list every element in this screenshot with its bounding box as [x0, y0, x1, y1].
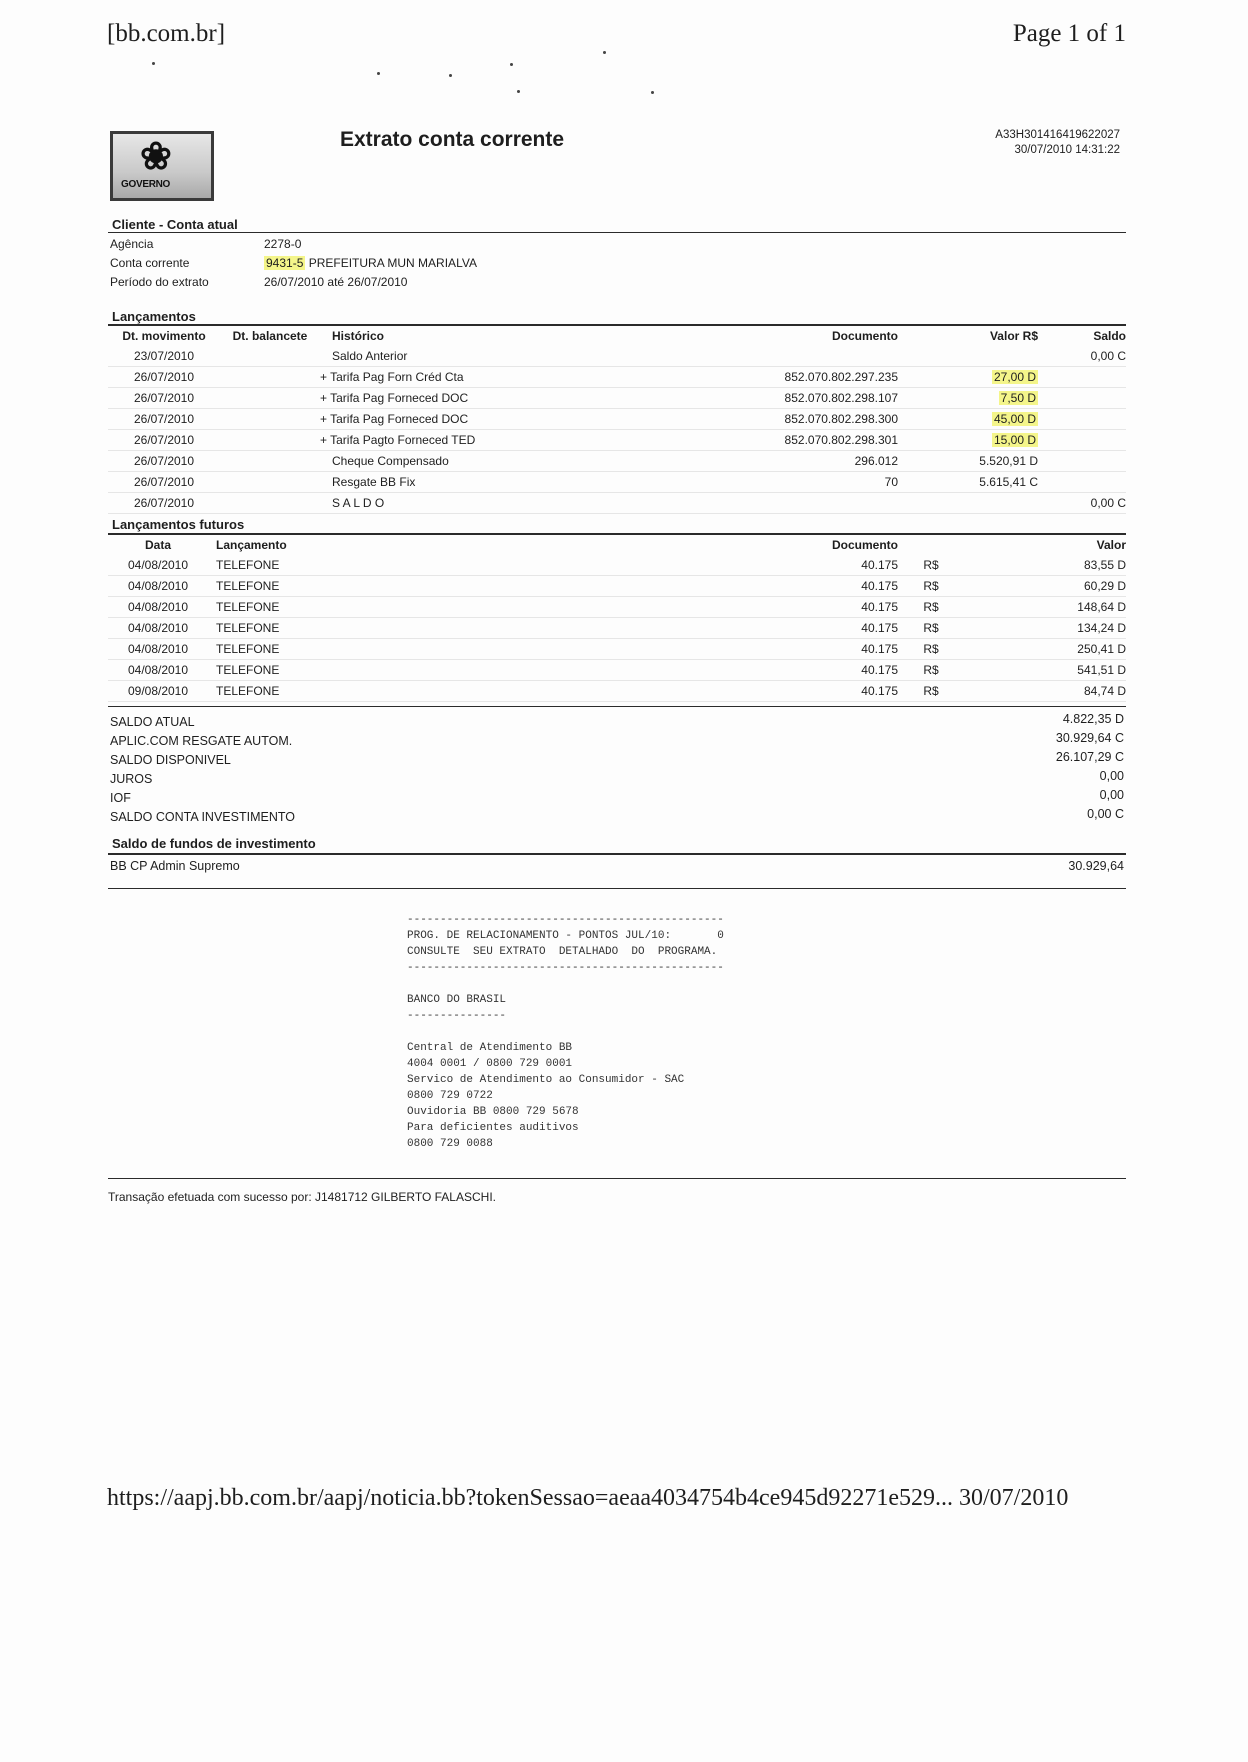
lancamento-cell: TELEFONE	[208, 597, 628, 618]
valor-cell	[910, 451, 1048, 472]
documento-cell: 40.175	[628, 660, 906, 681]
dt-movimento-cell: 26/07/2010	[108, 451, 220, 472]
column-header: Documento	[832, 538, 898, 552]
lancamento-cell: TELEFONE	[208, 639, 628, 660]
summary-label: SALDO DISPONIVEL	[110, 753, 231, 767]
summary-label: APLIC.COM RESGATE AUTOM.	[110, 734, 293, 748]
valor-amount: 45,00 D	[993, 412, 1036, 426]
summary-label: SALDO CONTA INVESTIMENTO	[110, 810, 295, 824]
lancamento-cell: TELEFONE	[208, 681, 628, 702]
divider	[108, 853, 1126, 855]
table-row	[108, 618, 1126, 639]
column-header: Dt. balancete	[232, 329, 308, 343]
message-line: Central de Atendimento BB	[407, 1042, 573, 1054]
document-datetime: 30/07/2010 14:31:22	[1014, 144, 1120, 156]
valor-cell	[910, 409, 1048, 430]
column-header: Data	[144, 538, 171, 552]
message-line: Ouvidoria BB 0800 729 5678	[407, 1106, 579, 1118]
message-line: CONSULTE SEU EXTRATO DETALHADO DO PROGRAMA.	[407, 946, 718, 958]
table-row	[108, 409, 1126, 430]
dt-movimento-cell: 26/07/2010	[108, 430, 220, 451]
divider	[108, 706, 1126, 707]
table-header-row	[108, 535, 1126, 555]
historico-cell: Resgate BB Fix	[320, 472, 620, 493]
column-header: Valor R$	[989, 329, 1038, 343]
valor-cell	[910, 367, 1048, 388]
column-header: Valor	[1096, 538, 1126, 552]
scan-speck	[510, 63, 513, 66]
table-row	[108, 597, 1126, 618]
historico-cell: Saldo Anterior	[320, 346, 620, 367]
valor-amount: 15,00 D	[993, 433, 1036, 447]
logo-text: GOVERNO	[121, 179, 171, 190]
scan-speck	[603, 51, 606, 54]
valor-cell	[910, 472, 1048, 493]
program-message	[407, 912, 724, 1152]
saldo-cell	[1048, 451, 1126, 472]
currency-cell: R$	[906, 618, 956, 639]
scan-speck	[152, 62, 155, 65]
summary-label: SALDO ATUAL	[110, 715, 195, 729]
agencia-value: 2278-0	[264, 237, 302, 251]
futuros-table	[108, 535, 1126, 702]
valor-cell: 134,24 D	[956, 618, 1126, 639]
historico-cell: Cheque Compensado	[320, 451, 620, 472]
fundo-name: BB CP Admin Supremo	[110, 859, 240, 873]
documento-cell: 852.070.802.298.107	[620, 388, 910, 409]
summary-label: IOF	[110, 791, 131, 805]
dt-movimento-cell: 26/07/2010	[108, 367, 220, 388]
lancamentos-table	[108, 326, 1126, 514]
data-cell: 09/08/2010	[108, 681, 208, 702]
saldo-cell	[1048, 472, 1126, 493]
currency-cell: R$	[906, 597, 956, 618]
valor-cell	[910, 388, 1048, 409]
column-header: Documento	[832, 329, 898, 343]
valor-cell: 148,64 D	[956, 597, 1126, 618]
documento-cell: 40.175	[628, 555, 906, 576]
valor-cell	[910, 430, 1048, 451]
dt-balancete-cell	[220, 430, 320, 451]
print-footer-url: https://aapj.bb.com.br/aapj/noticia.bb?tokenSessao=aeaa4034754b4ce945d92271e529... 30/07/2010	[107, 1485, 1069, 1511]
conta-number: 9431-5	[266, 256, 304, 270]
bank-logo	[110, 131, 214, 201]
historico-cell: + Tarifa Pag Forneced DOC	[320, 388, 620, 409]
dt-balancete-cell	[220, 388, 320, 409]
dt-movimento-cell: 26/07/2010	[108, 493, 220, 514]
transaction-status: Transação efetuada com sucesso por: J1481712 GILBERTO FALASCHI.	[108, 1190, 496, 1204]
documento-cell: 852.070.802.298.300	[620, 409, 910, 430]
summary-value: 26.107,29 C	[1055, 750, 1124, 764]
scan-speck	[449, 74, 452, 77]
conta-name: PREFEITURA MUN MARIALVA	[308, 256, 477, 270]
summary-label: JUROS	[110, 772, 153, 786]
valor-amount: 5.520,91 D	[979, 454, 1038, 468]
table-row	[108, 367, 1126, 388]
table-row	[108, 346, 1126, 367]
column-header	[906, 535, 956, 555]
documento-cell: 40.175	[628, 618, 906, 639]
valor-cell: 60,29 D	[956, 576, 1126, 597]
documento-cell: 70	[620, 472, 910, 493]
table-row	[108, 451, 1126, 472]
document-code	[995, 128, 1120, 158]
lancamento-cell: TELEFONE	[208, 555, 628, 576]
historico-cell: + Tarifa Pag Forneced DOC	[320, 409, 620, 430]
conta-value	[264, 256, 477, 270]
documento-cell: 40.175	[628, 576, 906, 597]
valor-cell: 541,51 D	[956, 660, 1126, 681]
column-header: Lançamento	[216, 538, 287, 552]
column-header: Dt. movimento	[122, 329, 206, 343]
scan-speck	[517, 90, 520, 93]
divider	[108, 1178, 1126, 1179]
message-line: Para deficientes auditivos	[407, 1122, 579, 1134]
bb-logo-icon: ❀	[140, 136, 172, 178]
table-row	[108, 681, 1126, 702]
print-header-page: Page 1 of 1	[1012, 20, 1126, 47]
valor-cell	[910, 346, 1048, 367]
message-line: 0800 729 0088	[407, 1138, 493, 1150]
saldo-cell: 0,00 C	[1048, 346, 1126, 367]
agencia-label: Agência	[110, 237, 154, 251]
documento-cell	[620, 346, 910, 367]
valor-cell: 250,41 D	[956, 639, 1126, 660]
table-row	[108, 555, 1126, 576]
periodo-label: Período do extrato	[110, 275, 209, 289]
message-line: ------------------------------------------------	[407, 962, 724, 974]
scan-speck	[651, 91, 654, 94]
print-header-site: [bb.com.br]	[107, 20, 226, 47]
divider	[108, 232, 1126, 233]
valor-amount: 5.615,41 C	[979, 475, 1038, 489]
message-line: Servico de Atendimento ao Consumidor - SAC	[407, 1074, 685, 1086]
saldo-cell	[1048, 409, 1126, 430]
page-title: Extrato conta corrente	[340, 128, 565, 151]
dt-movimento-cell: 26/07/2010	[108, 409, 220, 430]
conta-label: Conta corrente	[110, 256, 190, 270]
valor-cell: 83,55 D	[956, 555, 1126, 576]
documento-cell: 40.175	[628, 681, 906, 702]
message-line: PROG. DE RELACIONAMENTO - PONTOS JUL/10: 0	[407, 930, 724, 942]
saldo-cell	[1048, 388, 1126, 409]
historico-cell: + Tarifa Pag Forn Créd Cta	[320, 367, 620, 388]
section-title-cliente: Cliente - Conta atual	[112, 217, 238, 232]
documento-cell: 852.070.802.298.301	[620, 430, 910, 451]
message-line: ------------------------------------------------	[407, 914, 724, 926]
table-row	[108, 576, 1126, 597]
documento-cell: 296.012	[620, 451, 910, 472]
dt-movimento-cell: 23/07/2010	[108, 346, 220, 367]
historico-cell: + Tarifa Pagto Forneced TED	[320, 430, 620, 451]
currency-cell: R$	[906, 576, 956, 597]
data-cell: 04/08/2010	[108, 555, 208, 576]
currency-cell: R$	[906, 660, 956, 681]
documento-cell: 40.175	[628, 597, 906, 618]
saldo-cell	[1048, 430, 1126, 451]
table-row	[108, 493, 1126, 514]
summary-value: 4.822,35 D	[1062, 712, 1124, 726]
dt-balancete-cell	[220, 451, 320, 472]
dt-movimento-cell: 26/07/2010	[108, 388, 220, 409]
fundo-value: 30.929,64	[1068, 859, 1124, 873]
table-row	[108, 660, 1126, 681]
data-cell: 04/08/2010	[108, 576, 208, 597]
documento-cell	[620, 493, 910, 514]
table-row	[108, 430, 1126, 451]
dt-balancete-cell	[220, 409, 320, 430]
lancamento-cell: TELEFONE	[208, 618, 628, 639]
column-header: Histórico	[332, 329, 385, 343]
scan-speck	[377, 72, 380, 75]
valor-amount: 7,50 D	[1000, 391, 1036, 405]
saldo-cell	[1048, 367, 1126, 388]
lancamento-cell: TELEFONE	[208, 660, 628, 681]
lancamento-cell: TELEFONE	[208, 576, 628, 597]
dt-balancete-cell	[220, 472, 320, 493]
periodo-value: 26/07/2010 até 26/07/2010	[264, 275, 408, 289]
divider	[108, 888, 1126, 889]
summary-value: 0,00 C	[1087, 807, 1124, 821]
summary-value: 30.929,64 C	[1055, 731, 1124, 745]
table-row	[108, 639, 1126, 660]
table-row	[108, 388, 1126, 409]
message-line: BANCO DO BRASIL	[407, 994, 507, 1006]
summary-value: 0,00	[1099, 788, 1124, 802]
documento-cell: 40.175	[628, 639, 906, 660]
message-line: 4004 0001 / 0800 729 0001	[407, 1058, 573, 1070]
table-header-row	[108, 326, 1126, 346]
dt-balancete-cell	[220, 367, 320, 388]
saldo-cell: 0,00 C	[1048, 493, 1126, 514]
section-title-fundos: Saldo de fundos de investimento	[112, 836, 316, 851]
valor-cell: 84,74 D	[956, 681, 1126, 702]
data-cell: 04/08/2010	[108, 660, 208, 681]
data-cell: 04/08/2010	[108, 618, 208, 639]
valor-cell	[910, 493, 1048, 514]
currency-cell: R$	[906, 639, 956, 660]
column-header: Saldo	[1093, 329, 1126, 343]
section-title-lancamentos: Lançamentos	[112, 309, 196, 324]
message-line: 0800 729 0722	[407, 1090, 493, 1102]
dt-balancete-cell	[220, 493, 320, 514]
dt-balancete-cell	[220, 346, 320, 367]
summary-value: 0,00	[1099, 769, 1124, 783]
documento-cell: 852.070.802.297.235	[620, 367, 910, 388]
currency-cell: R$	[906, 681, 956, 702]
message-line: ---------------	[407, 1010, 507, 1022]
currency-cell: R$	[906, 555, 956, 576]
dt-movimento-cell: 26/07/2010	[108, 472, 220, 493]
valor-amount: 27,00 D	[993, 370, 1036, 384]
document-id: A33H301416419622027	[995, 129, 1120, 141]
data-cell: 04/08/2010	[108, 597, 208, 618]
section-title-futuros: Lançamentos futuros	[112, 517, 245, 532]
historico-cell: S A L D O	[320, 493, 620, 514]
table-row	[108, 472, 1126, 493]
data-cell: 04/08/2010	[108, 639, 208, 660]
